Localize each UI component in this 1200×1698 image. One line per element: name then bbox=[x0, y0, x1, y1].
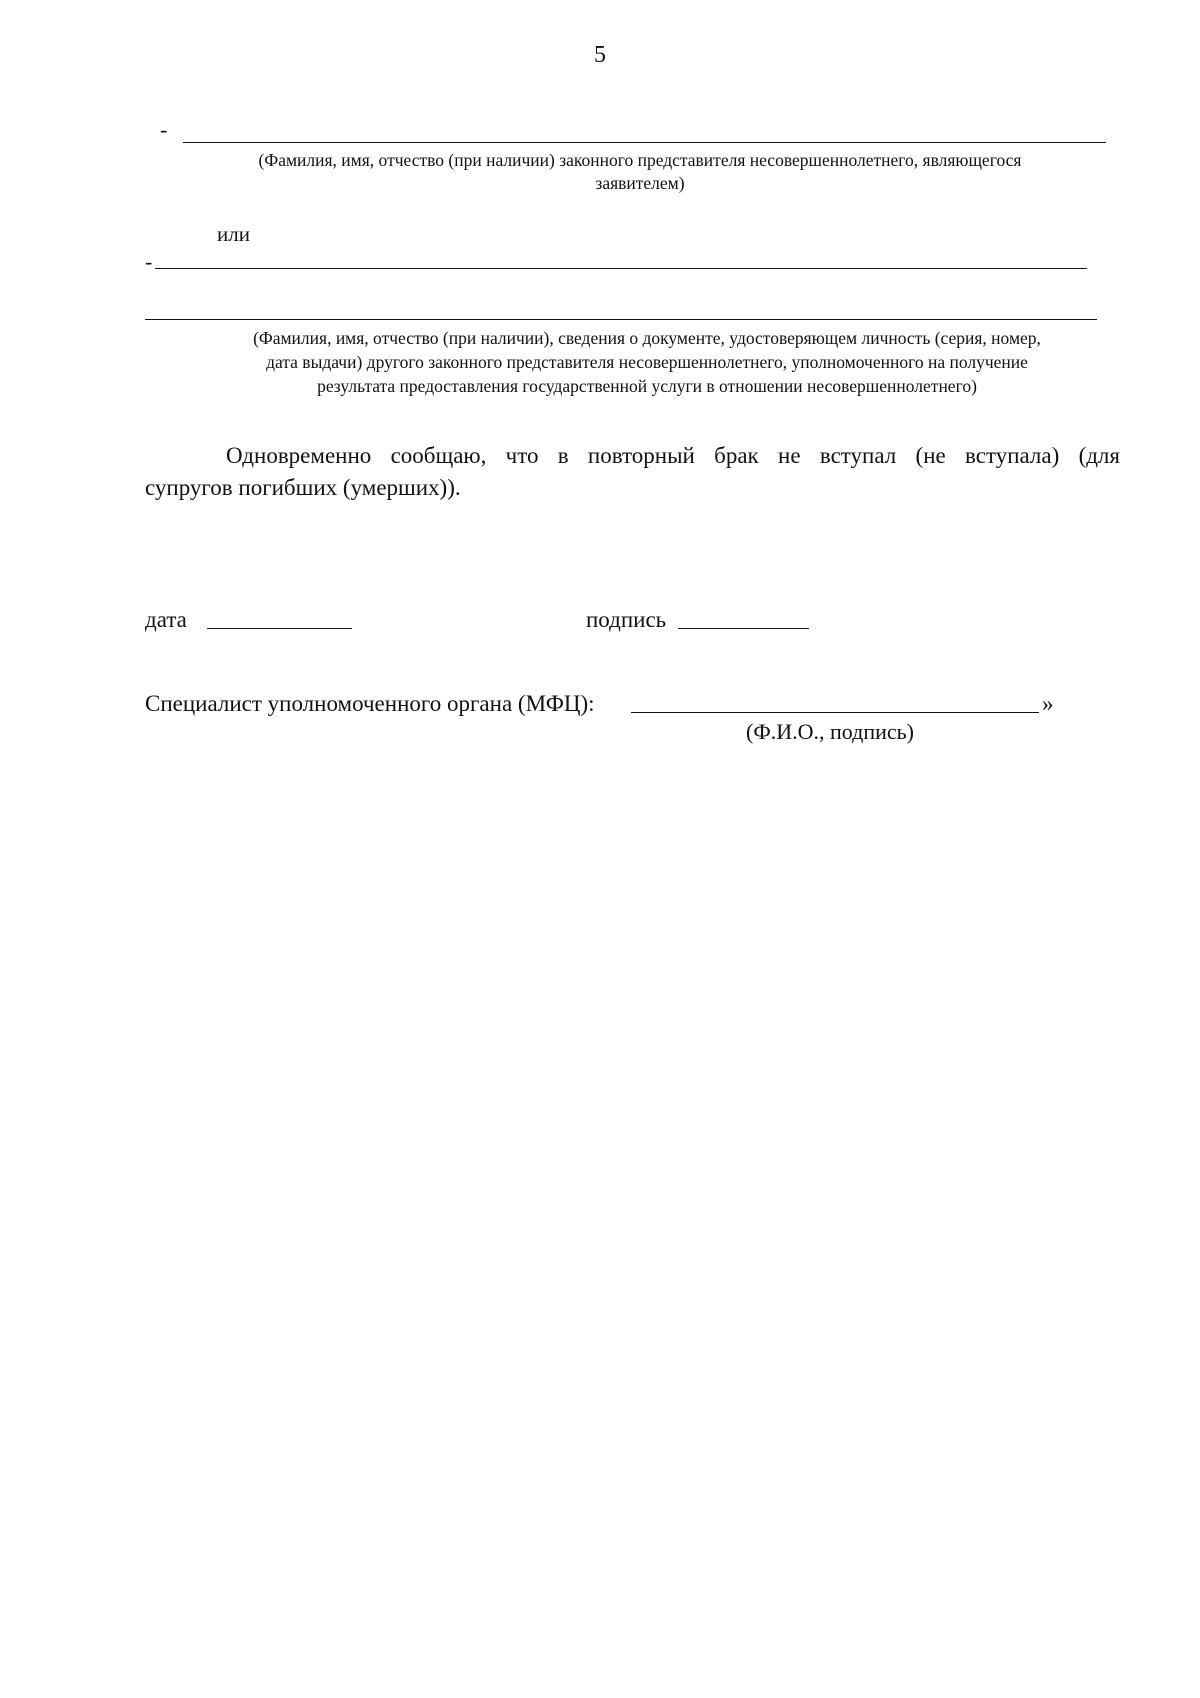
section1-name-line[interactable] bbox=[183, 142, 1106, 143]
specialist-label: Специалист уполномоченного органа (МФЦ): bbox=[145, 691, 595, 716]
section2-caption-line3: результата предоставления государственной услуги в отношении несовершеннолетнего) bbox=[317, 376, 977, 396]
section2-document-line[interactable] bbox=[145, 319, 1097, 320]
page-number: 5 bbox=[594, 42, 606, 68]
section1-caption-line1: (Фамилия, имя, отчество (при наличии) законного представителя несовершеннолетнего, являющегося bbox=[258, 150, 1022, 170]
specialist-line[interactable] bbox=[631, 712, 1039, 713]
specialist-caption: (Ф.И.О., подпись) bbox=[746, 719, 914, 744]
section2-name-line[interactable] bbox=[155, 268, 1087, 269]
section1-caption-line2: заявителем) bbox=[595, 173, 685, 193]
date-line[interactable] bbox=[207, 628, 352, 629]
or-label: или bbox=[217, 222, 250, 246]
section2-caption-line1: (Фамилия, имя, отчество (при наличии), сведения о документе, удостоверяющем личность (серия, номер, bbox=[253, 328, 1041, 348]
date-label: дата bbox=[145, 607, 187, 632]
statement-line1: Одновременно сообщаю, что в повторный брак не вступал (не вступала) (для bbox=[226, 443, 1120, 468]
section2-dash: - bbox=[145, 249, 153, 274]
section2-caption-line2: дата выдачи) другого законного представителя несовершеннолетнего, уполномоченного на получение bbox=[266, 352, 1028, 372]
signature-line[interactable] bbox=[678, 628, 809, 629]
section1-dash: - bbox=[160, 117, 168, 142]
statement-line2: супругов погибших (умерших)). bbox=[145, 475, 461, 500]
closing-quote: » bbox=[1042, 691, 1054, 716]
signature-label: подпись bbox=[586, 607, 667, 632]
